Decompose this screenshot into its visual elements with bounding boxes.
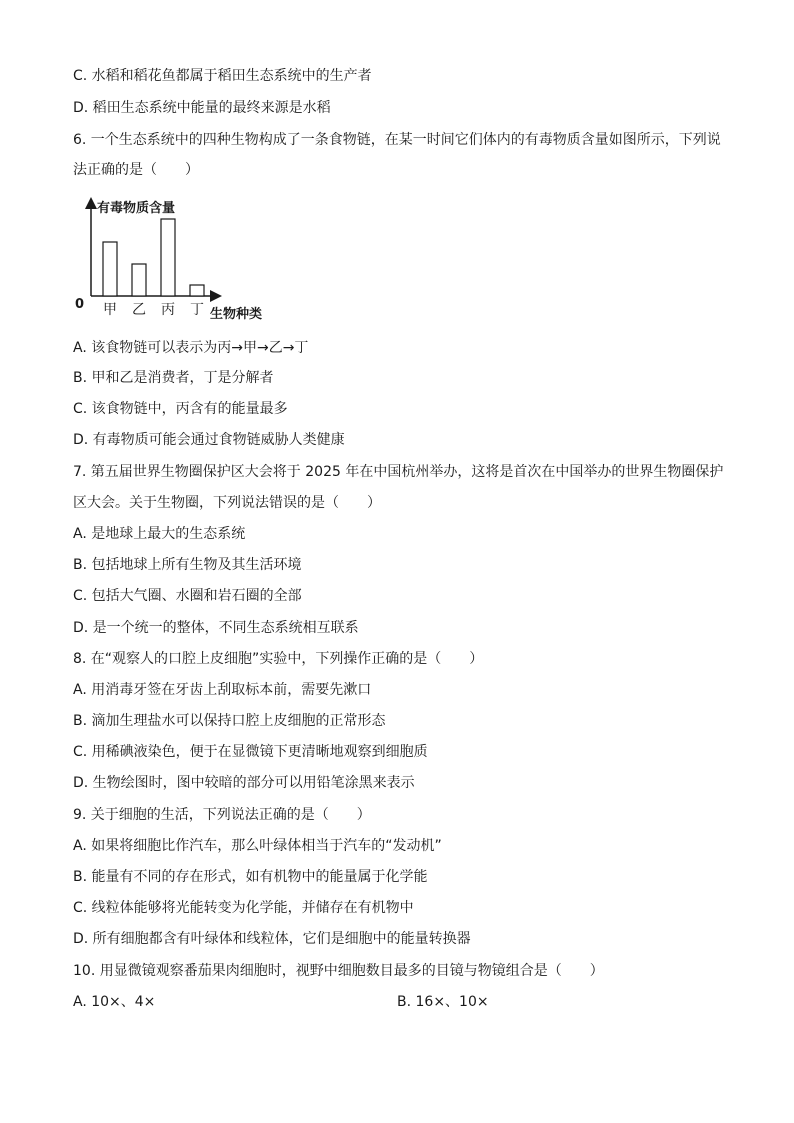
q6-option-d: D. 有毒物质可能会通过食物链威胁人类健康 [73, 432, 345, 448]
x-axis-label: 生物种类 [210, 307, 263, 322]
q10-option-a: A. 10×、4× [73, 994, 156, 1010]
category-label-1: 乙 [132, 302, 146, 318]
y-axis-label: 有毒物质含量 [97, 201, 176, 216]
q9-option-a: A. 如果将细胞比作汽车，那么叶绿体相当于汽车的“发动机” [73, 838, 442, 854]
q6-stem-line-1: 6. 一个生态系统中的四种生物构成了一条食物链，在某一时间它们体内的有毒物质含量如图所示，下列说 [73, 132, 721, 148]
q9-option-b: B. 能量有不同的存在形式，如有机物中的能量属于化学能 [73, 869, 428, 885]
q8-option-a: A. 用消毒牙签在牙齿上刮取标本前，需要先漱口 [73, 682, 372, 698]
category-label-0: 甲 [103, 302, 117, 318]
q8-option-b: B. 滴加生理盐水可以保持口腔上皮细胞的正常形态 [73, 713, 386, 729]
q6-option-a: A. 该食物链可以表示为丙→甲→乙→丁 [73, 340, 309, 356]
origin-label: 0 [75, 297, 85, 312]
q7-stem-line-1: 7. 第五届世界生物圈保护区大会将于 2025 年在中国杭州举办，这将是首次在中国举办的世界生物圈保护 [73, 464, 724, 480]
q8-stem: 8. 在“观察人的口腔上皮细胞”实验中，下列操作正确的是（ ） [73, 651, 484, 667]
category-label-3: 丁 [190, 302, 204, 318]
q10-option-b: B. 16×、10× [397, 994, 489, 1010]
q7-option-b: B. 包括地球上所有生物及其生活环境 [73, 557, 302, 573]
q7-option-a: A. 是地球上最大的生态系统 [73, 526, 246, 542]
bar-3 [190, 285, 204, 296]
category-label-2: 丙 [161, 302, 175, 318]
q6-option-c: C. 该食物链中，丙含有的能量最多 [73, 401, 288, 417]
bar-1 [132, 264, 146, 296]
bar-0 [103, 242, 117, 296]
bar-2 [161, 219, 175, 296]
q9-option-c: C. 线粒体能够将光能转变为化学能，并储存在有机物中 [73, 900, 414, 916]
q8-option-d: D. 生物绘图时，图中较暗的部分可以用铅笔涂黑来表示 [73, 775, 415, 791]
q9-option-d: D. 所有细胞都含有叶绿体和线粒体，它们是细胞中的能量转换器 [73, 931, 471, 947]
q6-option-b: B. 甲和乙是消费者，丁是分解者 [73, 370, 274, 386]
q9-stem: 9. 关于细胞的生活，下列说法正确的是（ ） [73, 807, 371, 823]
q8-option-c: C. 用稀碘液染色，便于在显微镜下更清晰地观察到细胞质 [73, 744, 428, 760]
q7-stem-line-2: 区大会。关于生物圈，下列说法错误的是（ ） [73, 495, 381, 511]
q7-option-d: D. 是一个统一的整体，不同生态系统相互联系 [73, 620, 359, 636]
q7-option-c: C. 包括大气圈、水圈和岩石圈的全部 [73, 588, 302, 604]
q5-option-c: C. 水稻和稻花鱼都属于稻田生态系统中的生产者 [73, 68, 372, 84]
toxin-bar-chart [76, 196, 276, 326]
q6-stem-line-2: 法正确的是（ ） [73, 162, 199, 178]
q10-stem: 10. 用显微镜观察番茄果肉细胞时，视野中细胞数目最多的目镜与物镜组合是（ ） [73, 963, 604, 979]
q5-option-d: D. 稻田生态系统中能量的最终来源是水稻 [73, 100, 331, 116]
